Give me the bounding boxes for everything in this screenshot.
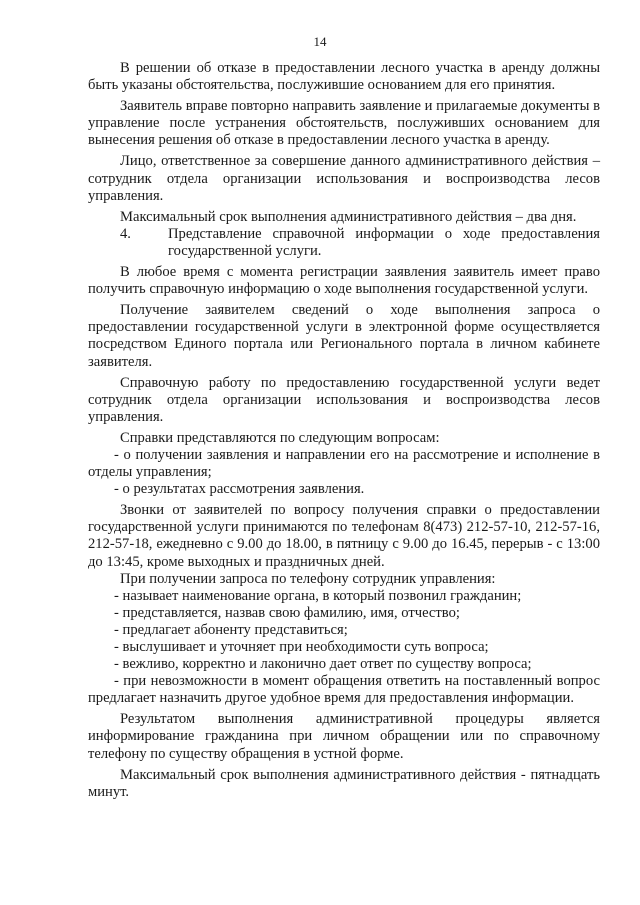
paragraph-phone-procedure-intro: При получении запроса по телефону сотрудник управления: bbox=[120, 570, 496, 587]
phone-actions-list bbox=[88, 588, 600, 708]
paragraph-reference-work: Справочную работу по предоставлению государственной услуги ведет сотрудник отдела организации использования и воспроизводства лесов управления. bbox=[88, 374, 600, 425]
list-item: - о результатах рассмотрения заявления. bbox=[114, 481, 365, 498]
paragraph-responsible-person: Лицо, ответственное за совершение данного административного действия – сотрудник отдела организации использования и воспроизводства лесов управления. bbox=[88, 153, 600, 204]
document-body bbox=[88, 60, 600, 801]
paragraph-procedure-result: Результатом выполнения административной процедуры является информирование гражданина при личном обращении или по справочному телефону по существу обращения в устной форме. bbox=[88, 711, 600, 762]
paragraph-refusal-decision: В решении об отказе в предоставлении лесного участка в аренду должны быть указаны обстоятельства, послужившие основанием для его принятия. bbox=[88, 60, 600, 94]
list-item: - при невозможности в момент обращения ответить на поставленный вопрос предлагает назначить другое удобное время для предоставления информации. bbox=[88, 673, 600, 707]
paragraph-electronic-info: Получение заявителем сведений о ходе выполнения запроса о предоставлении государственной услуги в электронной форме осуществляется посредством Единого портала или Регионального портала в личном кабинете заявителя. bbox=[88, 302, 600, 370]
paragraph-reapplication: Заявитель вправе повторно направить заявление и прилагаемые документы в управление после устранения обстоятельств, послуживших основанием для вынесения решения об отказе в предоставлении лесного участка в аренду. bbox=[88, 98, 600, 149]
paragraph-reference-topics-intro: Справки представляются по следующим вопросам: bbox=[120, 429, 440, 446]
paragraph-phone-calls: Звонки от заявителей по вопросу получения справки о предоставлении государственной услуги принимаются по телефонам 8(473) 212-57-10, 212-57-16, 212-57-18, ежедневно с 9.00 до 18.00, в пятницу с 9.00 до 16.45, перерыв - с 13:00 до 13:45, кроме выходных и праздничных дней. bbox=[88, 502, 600, 570]
reference-topics-list bbox=[88, 447, 600, 498]
list-item: - называет наименование органа, в который позвонил гражданин; bbox=[114, 587, 522, 604]
list-item: - выслушивает и уточняет при необходимости суть вопроса; bbox=[114, 639, 489, 655]
list-item: - представляется, назвав свою фамилию, имя, отчество; bbox=[114, 604, 460, 621]
section-heading bbox=[88, 226, 600, 260]
paragraph-max-term-two-days: Максимальный срок выполнения административного действия – два дня. bbox=[120, 208, 577, 225]
section-number: 4. bbox=[120, 225, 131, 242]
page-number: 14 bbox=[313, 34, 327, 49]
section-title: Представление справочной информации о ходе предоставления государственной услуги. bbox=[168, 225, 600, 259]
paragraph-anytime-info: В любое время с момента регистрации заявления заявитель имеет право получить справочную информацию о ходе выполнения государственной услуги. bbox=[88, 264, 600, 298]
list-item: - вежливо, корректно и лаконично дает ответ по существу вопроса; bbox=[114, 656, 532, 673]
paragraph-max-term-fifteen-minutes: Максимальный срок выполнения административного действия - пятнадцать минут. bbox=[88, 766, 600, 800]
list-item: - о получении заявления и направлении его на рассмотрение и исполнение в отделы управления; bbox=[88, 446, 600, 481]
list-item: - предлагает абоненту представиться; bbox=[114, 621, 348, 638]
